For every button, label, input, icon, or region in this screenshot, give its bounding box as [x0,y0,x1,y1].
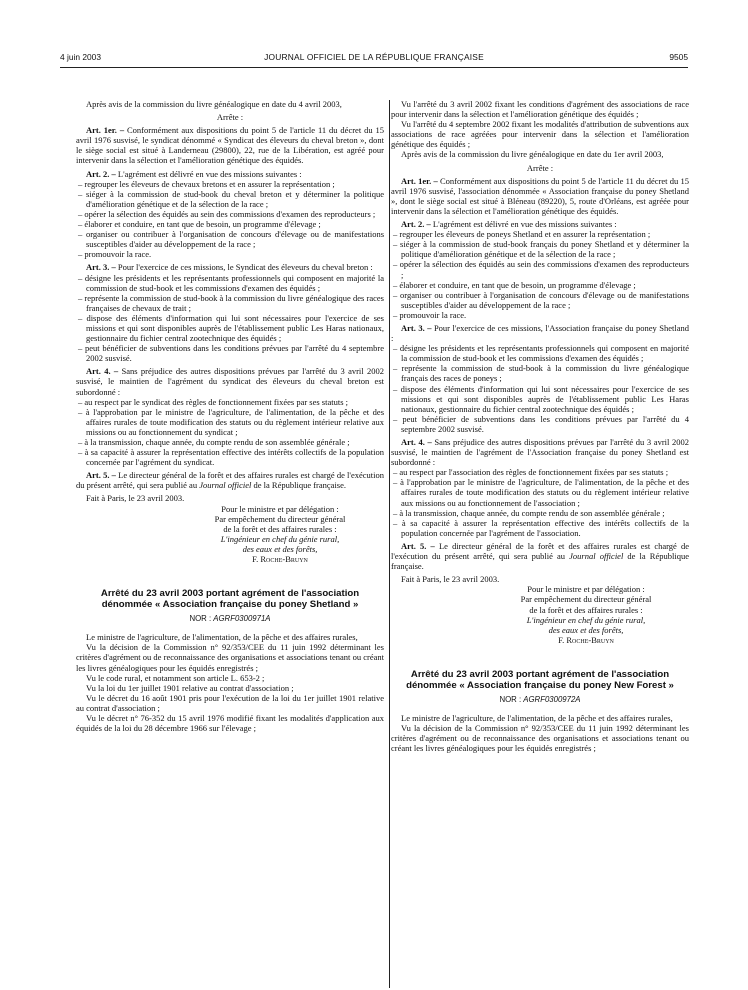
header-date: 4 juin 2003 [60,52,101,62]
article-1-heading: Art. 1er. – [401,175,438,186]
header-rule [60,67,688,68]
visa-paragraph: Vu le décret n° 76-352 du 15 avril 1976 modifié fixant les modalités d'application aux équidés de la loi du 28 décembre 1966 sur l'élevage ; [76,712,384,734]
nor-reference [76,614,384,624]
article-1-text: Conformément aux dispositions du point 5 de l'article 11 du décret du 15 avril 1976 susvisé, le syndicat dénommé « Syndicat des éleveurs du cheval breton », dont le siège social est situé à Landerneau (29800), 22, rue de la Libération, est agréé pour intervenir dans la sélection et l'amélioration génétique des équidés. [76,125,385,166]
article-5-text: Le directeur général de la forêt et des affaires rurales est chargé de l'exécution du présent arrêté, qui sera publié au [76,470,384,491]
list-item: – siéger à la commission de stud-book français du poney Shetland et y déterminer la politique d'amélioration génétique et de la sélection de la race ; [393,239,689,260]
article-3-heading: Art. 3. – [401,322,432,333]
visa-paragraph: Vu la loi du 1er juillet 1901 relative au contrat d'association ; [86,682,294,693]
article-5 [391,541,689,571]
article-3 [76,262,384,272]
article-2-heading: Art. 2. – [401,219,431,230]
article-1 [391,176,689,216]
article-4-heading: Art. 4. – [401,437,432,447]
list-item: – à l'approbation par le ministre de l'agriculture, de l'alimentation, de la pêche et des affaires rurales de toute modification des statuts ou du règlement intérieur relative aux missions ou au fonctionnement de l'association ; [393,477,689,508]
list-item: – peut bénéficier de subventions dans les conditions prévues par l'arrêté du 4 septembre 2002 susvisé. [78,343,384,364]
signature-line: Pour le ministre et par délégation : [221,503,339,514]
visa-paragraph: Vu le code rural, et notamment son article L. 653-2 ; [86,672,265,683]
article-2-text: L'agrément est délivré en vue des missions suivantes : [117,168,302,179]
article-2-text: L'agrément est délivré en vue des missions suivantes : [432,219,617,230]
article-5-heading: Art. 5. – [401,540,435,551]
list-item: – à l'approbation par le ministre de l'agriculture, de l'alimentation, de la pêche et des affaires rurales de toute modification des statuts ou du règlement intérieur relative aux missions ou au fonctionnement du syndicat ; [78,406,384,437]
article-5 [76,470,384,490]
signatory-name: F. Roche-Bruyn [558,634,614,645]
signature-line: Par empêchement du directeur général [214,513,346,524]
list-item: – représente la commission de stud-book à la commission du livre généalogique des races françaises de chevaux de trait ; [78,292,384,313]
article-2-list [76,179,384,260]
list-item: – à la transmission, chaque année, du compte rendu de son assemblée générale ; [78,437,350,447]
left-column [76,99,384,733]
list-item: – élaborer et conduire, en tant que de besoin, un programme d'élevage ; [78,219,321,230]
signature-line: des eaux et des forêts, [548,624,624,635]
article-4-list [391,467,689,538]
article-3-list [391,343,689,434]
article-5-text: Le directeur général de la forêt et des affaires rurales est chargé de l'exécution du présent arrêté, qui sera publié au [391,540,689,562]
article-3-text: Pour l'exercice de ces missions, l'Association française du poney Shetland : [391,322,689,344]
arrete-heading: Arrête : [526,162,554,173]
column-divider [389,100,390,988]
fait-a-paris: Fait à Paris, le 23 avril 2003. [401,574,500,585]
article-1-heading: Art. 1er. – [86,125,125,136]
page-header [60,52,688,64]
list-item: – regrouper les éleveurs de poneys Shetland et en assurer la représentation ; [393,229,651,240]
decree-title-new-forest: Arrêté du 23 avril 2003 portant agrément de l'association dénommée « Association française du poney New Forest » [406,668,674,691]
minister-paragraph: Le ministre de l'agriculture, de l'alimentation, de la pêche et des affaires rurales, [401,712,673,723]
right-column [391,99,689,753]
article-3-heading: Art. 3. – [86,262,116,273]
nor-label: NOR : [189,614,214,624]
visa-paragraph: Vu le décret du 16 août 1901 pris pour l'exécution de la loi du 1er juillet 1901 relative au contrat d'association ; [76,692,384,713]
list-item: – siéger à la commission de stud-book du cheval breton et y déterminer la politique d'amélioration génétique et de la sélection de la race ; [78,188,384,209]
article-3-text: Pour l'exercice de ces missions, le Syndicat des éleveurs du cheval breton : [117,262,373,273]
article-2 [76,169,384,179]
signature-line: Par empêchement du directeur général [520,594,652,605]
list-item: – dispose des éléments d'information qui lui sont nécessaires pour l'exercice de ses missions et qui sont disponibles auprès de l'établissement public Les Haras nationaux, gestionnaire du fichier central zootechnique des équidés ; [78,312,384,344]
list-item: – à sa capacité à assurer la représentation effective des intérêts collectifs de la population concernée par l'agrément de l'association. [393,517,689,538]
minister-paragraph: Le ministre de l'agriculture, de l'alimentation, de la pêche et des affaires rurales, [86,632,358,643]
list-item: – désigne les présidents et les représentants professionnels qui composent en majorité la commission de stud-book et les commissions d'examen des équidés ; [393,343,689,364]
journal-officiel-ref: Journal officiel [569,551,624,562]
signature-block [483,584,689,645]
page-number: 9505 [669,52,688,62]
list-item: – opérer la sélection des équidés au sein des commissions d'examen des reproducteurs ; [393,259,689,280]
list-item: – à la transmission, chaque année, du compte rendu de son assemblée générale ; [393,507,665,518]
list-item: – au respect par le syndicat des règles de fonctionnement fixées par ses statuts ; [78,396,349,407]
nor-reference [391,695,689,705]
article-5-text-end: de la République française. [251,480,347,491]
article-1 [76,125,384,165]
visa-paragraph: Vu l'arrêté du 4 septembre 2002 fixant les modalités d'attribution de subventions aux associations de race agréées pour intervenir dans la sélection et l'amélioration génétique des équidés ; [391,119,689,150]
article-4 [391,437,689,467]
journal-officiel-ref: Journal officiel [199,480,252,491]
fait-a-paris: Fait à Paris, le 23 avril 2003. [86,493,185,504]
decree-title-shetland: Arrêté du 23 avril 2003 portant agrément de l'association dénommée « Association française du poney Shetland » [100,588,360,611]
article-2-list [391,229,689,320]
visa-paragraph: Vu la décision de la Commission n° 92/353/CEE du 11 juin 1992 déterminant les critères d'agrément ou de reconnaissance des organisations et associations tenant ou créant les livres généalogiques pour les équidés enregistrés ; [76,642,384,673]
signature-line: de la forêt et des affaires rurales : [223,523,337,534]
signature-block [176,504,384,565]
signatory-name: F. Roche-Bruyn [252,554,308,565]
visa-paragraph: Vu la décision de la Commission n° 92/353/CEE du 11 juin 1992 déterminant les critères d'agrément ou de reconnaissance des organisations et associations tenant ou créant les livres généalogiques pour les équidés enregistrés ; [391,723,689,754]
article-4-text: Sans préjudice des autres dispositions prévues par l'arrêté du 3 avril 2002 susvisé, le maintien de l'agrément de l'Association française du poney Shetland est subordonné : [391,437,689,468]
list-item: – au respect par l'association des règles de fonctionnement fixées par ses statuts ; [393,467,669,478]
article-4 [76,366,384,396]
article-3-list [76,273,384,364]
article-4-heading: Art. 4. – [86,366,119,377]
list-item: – organiser ou contribuer à l'organisation de concours d'élevage ou de manifestations susceptibles d'aider au développement de la race ; [393,289,689,310]
article-1-text: Conformément aux dispositions du point 5 de l'article 11 du décret du 15 avril 1976 susvisé, l'association dénommée « Association française du poney Shetland », dont le siège social est situé à Bléneau (89220), 5, route d'Orléans, est agréée pour intervenir dans la sélection et l'amélioration génétique des équidés. [391,175,690,216]
article-4-list [76,397,384,468]
list-item: – dispose des éléments d'information qui lui sont nécessaires pour l'exercice de ses missions et qui sont disponibles auprès de l'établissement public Les Haras nationaux, gestionnaire du fichier central zootechnique des équidés ; [393,383,689,414]
journal-title: JOURNAL OFFICIEL DE LA RÉPUBLIQUE FRANÇAISE [264,52,484,62]
nor-label: NOR : [499,694,524,704]
signature-line: L'ingénieur en chef du génie rural, [526,614,646,625]
signature-line: de la forêt et des affaires rurales : [529,604,643,615]
avis-paragraph: Après avis de la commission du livre généalogique en date du 4 avril 2003, [86,99,342,109]
article-3 [391,323,689,343]
arrete-heading: Arrête : [216,112,244,123]
list-item: – désigne les présidents et les représentants professionnels qui composent en majorité la commission de stud-book et les commissions d'examen des équidés ; [78,272,384,293]
list-item: – peut bénéficier de subventions dans les conditions prévues par l'arrêté du 4 septembre 2002 susvisé. [393,413,689,434]
avis-paragraph: Après avis de la commission du livre généalogique en date du 1er avril 2003, [401,149,664,160]
article-5-text-end: de la République française. [391,551,689,572]
list-item: – élaborer et conduire, en tant que de besoin, un programme d'élevage ; [393,279,636,290]
list-item: – organiser ou contribuer à l'organisation de concours d'élevage ou de manifestations susceptibles d'aider au développement de la race ; [78,229,384,250]
list-item: – opérer la sélection des équidés au sein des commissions d'examen des reproducteurs ; [78,208,376,219]
list-item: – promouvoir la race. [78,249,152,260]
article-4-text: Sans préjudice des autres dispositions prévues par l'arrêté du 3 avril 2002 susvisé, le maintien de l'agrément du syndicat des éleveurs du cheval breton est subordonné : [76,366,384,397]
visa-paragraph: Vu l'arrêté du 3 avril 2002 fixant les conditions d'agrément des associations de race pour intervenir dans la sélection et l'amélioration génétique des équidés ; [391,99,689,120]
article-2 [391,219,689,229]
list-item: – représente la commission de stud-book à la commission du livre généalogique français des races de poneys ; [393,363,689,384]
signature-line: des eaux et des forêts, [242,543,318,554]
list-item: – regrouper les éleveurs de chevaux bretons et en assurer la représentation ; [78,178,335,189]
article-5-heading: Art. 5. – [86,470,116,481]
list-item: – promouvoir la race. [393,309,467,320]
article-2-heading: Art. 2. – [86,168,116,179]
nor-code: AGRF0300971A [213,614,271,624]
nor-code: AGRF0300972A [523,694,581,704]
signature-line: Pour le ministre et par délégation : [527,584,645,595]
signature-line: L'ingénieur en chef du génie rural, [220,533,340,544]
list-item: – à sa capacité à assurer la représentation effective des intérêts collectifs de la population concernée par l'agrément du syndicat. [78,447,384,468]
